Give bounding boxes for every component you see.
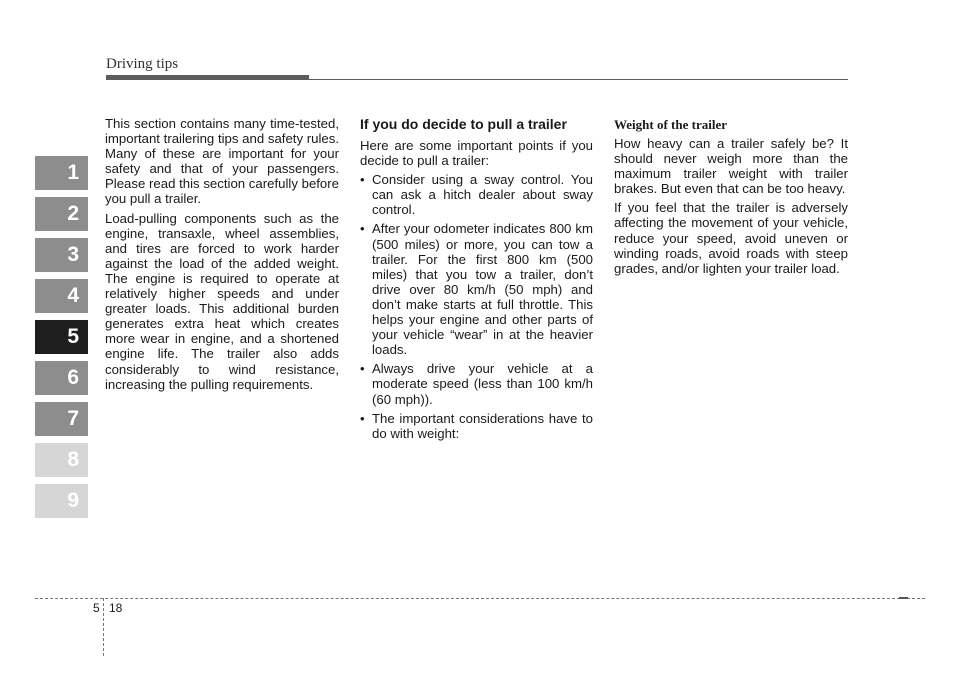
chapter-tab-9[interactable]: 9 (35, 484, 88, 518)
chapter-tabs (35, 156, 88, 525)
section-heading: If you do decide to pull a trailer (360, 116, 567, 132)
page-section-number: 5 (93, 601, 100, 615)
chapter-tab-4[interactable]: 4 (35, 279, 88, 313)
list-item: • Always drive your vehicle at a moderate speed (less than 100 km/h (60 mph)). (360, 361, 593, 407)
chapter-tab-5[interactable]: 5 (35, 320, 88, 354)
footer-rule (35, 598, 925, 599)
chapter-tab-2[interactable]: 2 (35, 197, 88, 231)
tips-list (360, 172, 593, 441)
bullet-icon: • (360, 172, 365, 188)
list-item: • After your odometer indicates 800 km (500 miles) or more, you can tow a trailer. For the first 800 km (500 miles) that you tow a trailer, don’t drive over 80 km/h (50 mph) and don’t make starts at full throttle. This helps your engine and other parts of your vehicle “wear” in at the heavier loads. (360, 221, 593, 358)
column-pulling-tips (360, 116, 593, 445)
load-paragraph: Load-pulling components such as the engine, transaxle, wheel assemblies, and tires are forced to work harder against the load of the added weight. The engine is required to operate at relatively higher speeds and under greater loads. This additional burden generates extra heat which creates more wear in engine, and a shortened engine life. The trailer also adds considerably to wind resistance, increasing the pulling requirements. (105, 210, 339, 392)
list-item: • Consider using a sway control. You can ask a hitch dealer about sway control. (360, 172, 593, 218)
column-trailer-weight (614, 116, 848, 280)
chapter-tab-7[interactable]: 7 (35, 402, 88, 436)
footer-divider (103, 598, 104, 656)
chapter-tab-3[interactable]: 3 (35, 238, 88, 272)
bullet-icon: • (360, 221, 365, 237)
column-intro (105, 116, 339, 396)
header-rule (106, 79, 848, 80)
handling-paragraph: If you feel that the trailer is adversely affecting the movement of your vehicle, reduce your speed, avoid uneven or winding roads, avoid roads with steep grades, and/or lighten your trailer load. (614, 200, 848, 276)
tips-intro: Here are some important points if you decide to pull a trailer: (360, 138, 593, 169)
list-item: • The important considerations have to do with weight: (360, 410, 593, 441)
subsection-heading: Weight of the trailer (614, 117, 727, 132)
intro-paragraph: This section contains many time-tested, important trailering tips and safety rules. Many of these are important for your safety and that of your passengers. Please read this section carefully before you pull a trailer. (105, 116, 339, 207)
chapter-tab-6[interactable]: 6 (35, 361, 88, 395)
bullet-icon: • (360, 361, 365, 377)
chapter-tab-8[interactable]: 8 (35, 443, 88, 477)
weight-paragraph: How heavy can a trailer safely be? It should never weigh more than the maximum trailer weight with trailer brakes. But even that can be too heavy. (614, 136, 848, 197)
header-title: Driving tips (106, 56, 179, 72)
bullet-icon: • (360, 410, 365, 426)
footer-tick-mark (899, 597, 908, 599)
chapter-tab-1[interactable]: 1 (35, 156, 88, 190)
page-number: 18 (109, 601, 123, 615)
